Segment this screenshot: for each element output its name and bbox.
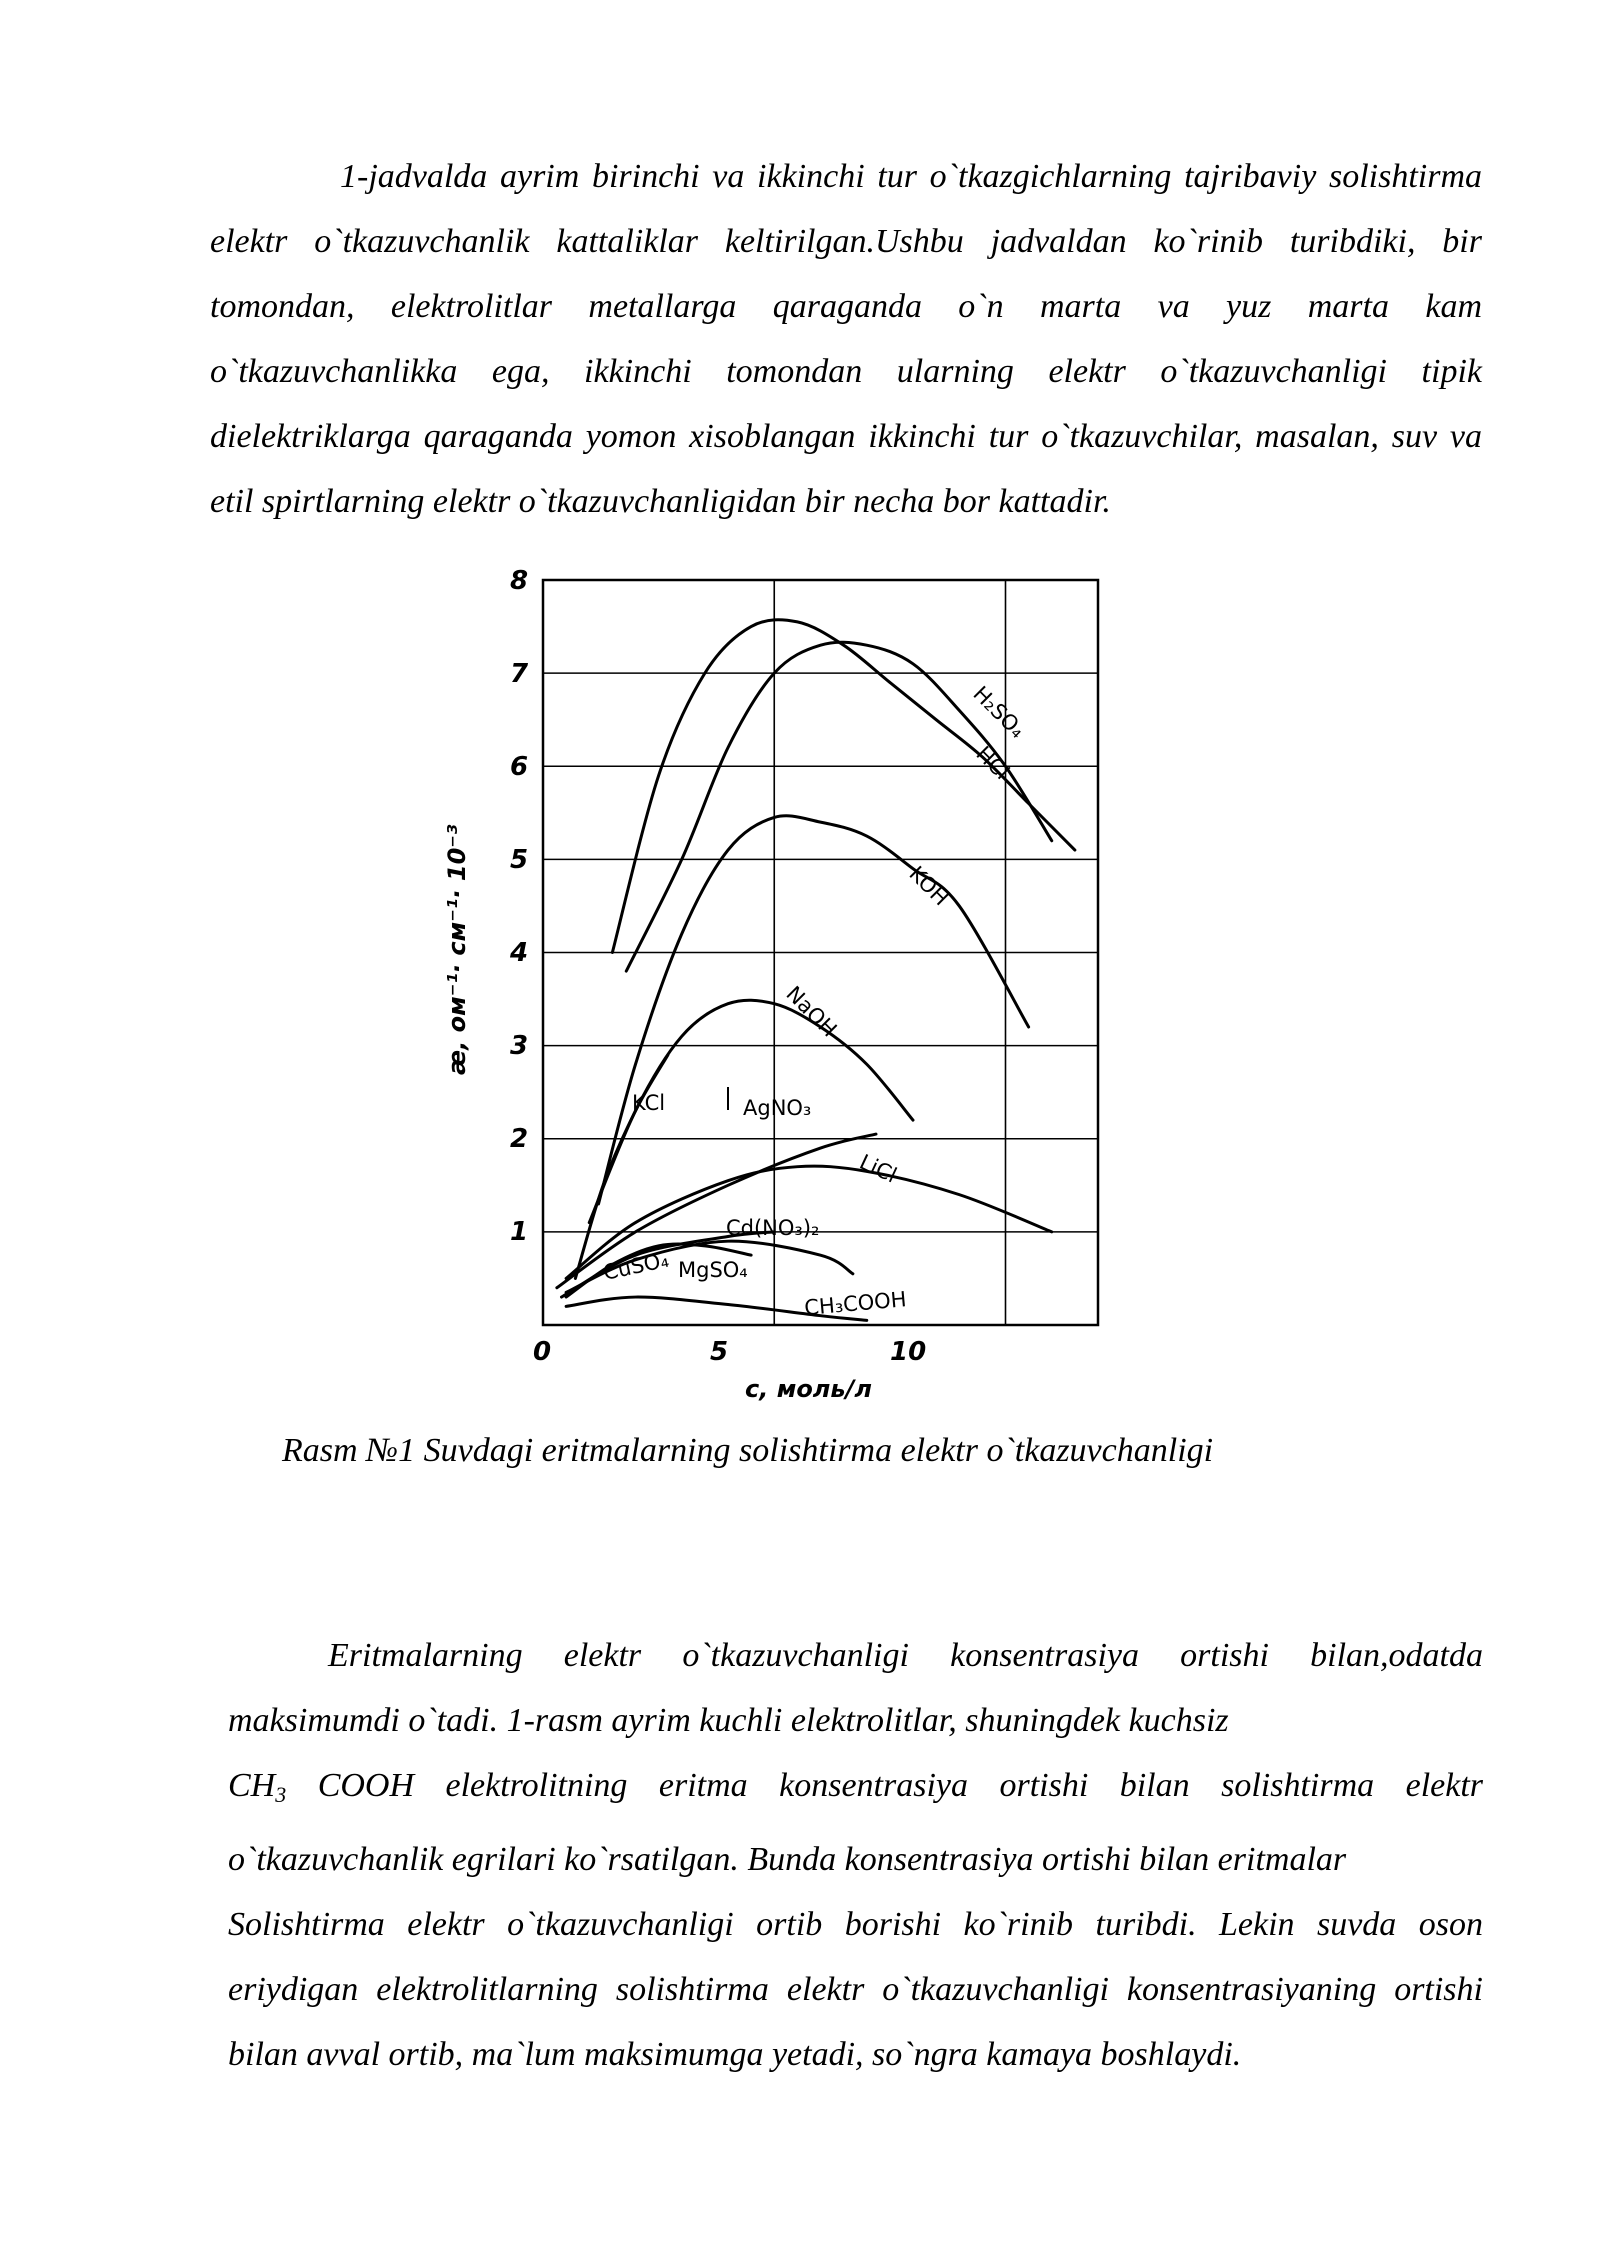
- figure-caption: Rasm №1 Suvdagi eritmalarning solishtirma elektr o`tkazuvchanligi: [282, 1432, 1214, 1469]
- y-tick-8: 8: [510, 566, 529, 596]
- intro-paragraph-text: 1-jadvalda ayrim birinchi va ikkinchi tur o`tkazgichlarning tajribaviy solishtirma elektr o`tkazuvchanlik kattaliklar keltirilgan.Ushbu jadvaldan ko`rinib turibdiki, bir tomondan, elektrolitlar metallarga qaraganda o`n marta va yuz marta kam o`tkazuvchanlikka ega, ikkinchi tomondan ularning elektr o`tkazuvchanligi tipik dielektriklarga qaraganda yomon xisoblangan ikkinchi tur o`tkazuvchilar, masalan, suv va etil spirtlarning elektr o`tkazuvchanligidan bir necha bor kattadir.: [210, 158, 1482, 520]
- label-agno3: AgNO₃: [743, 1096, 812, 1120]
- y-tick-5: 5: [510, 845, 529, 875]
- label-ch3cooh: CH₃COOH: [803, 1287, 908, 1320]
- y-tick-1: 1: [510, 1217, 529, 1247]
- conductivity-figure: [430, 555, 1130, 1415]
- explanation-line-1: Eritmalarning elektr o`tkazuvchanligi konsentrasiya ortishi bilan,odatda maksimumdi o`tadi. 1-rasm ayrim kuchli elektrolitlar, shuningdek kuchsiz: [228, 1637, 1483, 1739]
- y-tick-6: 6: [510, 752, 529, 782]
- conductivity-chart: [430, 555, 1130, 1415]
- label-hcl: HCl: [971, 741, 1015, 785]
- x-tick-10: 10: [890, 1337, 927, 1367]
- explanation-line-5: Solishtirma elektr o`tkazuvchanligi ortib borishi ko`rinib turibdi. Lekin suvda oson eriydigan elektrolitlarning solishtirma elektr o`tkazuvchanligi konsentrasiyaning ortishi bilan avval ortib, ma`lum maksimumga yetadi, so`ngra kamaya boshlaydi.: [228, 1906, 1483, 2073]
- x-tick-5: 5: [710, 1337, 729, 1367]
- label-cuso4: CuSO₄: [601, 1247, 671, 1285]
- x-axis-title: c, моль/л: [745, 1375, 872, 1403]
- y-tick-2: 2: [510, 1124, 529, 1154]
- explanation-line-3-rest: COOH elektrolitning eritma konsentrasiya ortishi bilan solishtirma elektr o`tkazuvchanlik egrilari ko`rsatilgan. Bunda konsentrasiya ortishi bilan eritmalar: [228, 1767, 1483, 1878]
- label-cdno3: Cd(NO₃)₂: [726, 1216, 820, 1240]
- y-tick-7: 7: [510, 659, 529, 689]
- label-naoh: NaOH: [781, 981, 842, 1042]
- label-mgso4: MgSO₄: [678, 1258, 748, 1282]
- label-koh: KOH: [904, 861, 954, 911]
- label-licl: LiCl: [855, 1149, 901, 1188]
- y-tick-4: 4: [510, 938, 529, 968]
- x-tick-0: 0: [533, 1337, 552, 1367]
- y-tick-3: 3: [510, 1031, 529, 1061]
- ch3-subscript: 3: [275, 1782, 287, 1807]
- label-h2so4: H₂SO₄: [968, 681, 1030, 743]
- label-kcl: KCl: [632, 1091, 666, 1115]
- explanation-paragraph-text: [228, 1623, 1483, 2087]
- intro-paragraph: [210, 144, 1482, 534]
- y-axis-title: æ, ом⁻¹· см⁻¹· 10⁻³: [443, 824, 471, 1075]
- explanation-line-3: [228, 1753, 1483, 1892]
- explanation-paragraph: [228, 1623, 1483, 2087]
- grid-lines: [543, 580, 1098, 1325]
- series-labels: [601, 682, 1030, 1320]
- ch3-main: CH: [228, 1767, 276, 1804]
- series-line-4: [575, 1055, 668, 1279]
